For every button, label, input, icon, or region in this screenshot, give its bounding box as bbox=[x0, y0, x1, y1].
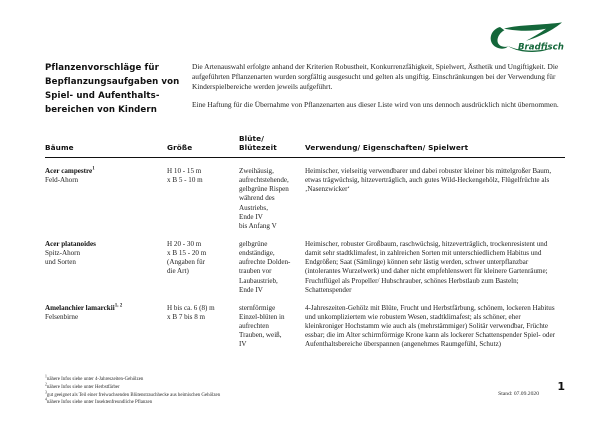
cell-size: H 10 - 15 m x B 5 - 10 m bbox=[167, 167, 203, 185]
footnote-number: 2 bbox=[45, 382, 47, 387]
scientific-name: Amelanchier lamarckii bbox=[45, 303, 115, 312]
scientific-name: Acer platanoides bbox=[45, 239, 96, 248]
intro-paragraph-1: Die Artenauswahl erfolgte anhand der Kriterien Robustheit, Konkurrenzfähigkeit, Spielwert, Ästhetik und Ungiftigkeit. Die aufgeführten Pflanzenarten wurden sorgfältig ausgesucht und gelten als ungiftig. Einschränkungen bei der Verwendung für Kinderspielbereiche werden jeweils aufgeführt. bbox=[192, 62, 559, 91]
footnote-number: 3 bbox=[45, 389, 47, 394]
column-header-size: Größe bbox=[167, 134, 239, 158]
footnote-number: 1 bbox=[45, 374, 47, 379]
document-footer bbox=[45, 376, 565, 407]
footnote-item bbox=[45, 399, 345, 407]
table-row bbox=[45, 231, 565, 295]
cell-bloom: sternförmige Einzel-blüten in aufrechten Trauben, weiß, IV bbox=[239, 303, 285, 349]
plant-table-container bbox=[45, 134, 565, 350]
table-body bbox=[45, 158, 565, 350]
footnote-item bbox=[45, 384, 345, 392]
cell-size: H bis ca. 6 (8) m x B 7 bis 8 m bbox=[167, 303, 215, 321]
footnote-marker: 1, 2 bbox=[114, 303, 123, 309]
cell-plant-name bbox=[45, 158, 167, 231]
leaf-swoosh-icon bbox=[486, 20, 578, 60]
page-number: 1 bbox=[557, 380, 565, 393]
cell-use: Heimischer, vielseitig verwendbarer und dabei robuster kleiner bis mittelgroßer Baum, etwas trägwüchsig, hitzeverträglich, auch gutes Wild-Heckengehölz, Flügelfrüchte als ‚Nasenzwicker‘ bbox=[305, 167, 552, 194]
footnote-item bbox=[45, 389, 345, 400]
footnote-marker: 1 bbox=[92, 166, 95, 172]
document-header bbox=[45, 62, 565, 118]
plant-table bbox=[45, 134, 565, 350]
intro-text bbox=[187, 62, 565, 109]
intro-paragraph-2: Eine Haftung für die Übernahme von Pflanzenarten aus dieser Liste wird von uns dennoch ausdrücklich nicht übernommen. bbox=[192, 99, 559, 109]
footnote-number: 4 bbox=[45, 397, 47, 402]
common-name: Felsenbirne bbox=[45, 312, 79, 321]
footnote-text: gut geeignet als Teil einer freiwachsenden Blütenstrauchhecke aus heimischen Gehölzen bbox=[46, 392, 221, 398]
footnote-text: nähere Infos siehe unter Herbstfärber bbox=[46, 384, 120, 390]
page-title-line: Spiel- und Aufenthalts- bbox=[45, 90, 160, 101]
column-header-bloom: Blüte/ Blütezeit bbox=[239, 134, 305, 158]
page-title-line: bereichen von Kindern bbox=[45, 104, 157, 115]
footnote-list bbox=[45, 376, 345, 407]
cell-use: 4-Jahreszeiten-Gehölz mit Blüte, Frucht und Herbstfärbung, schönem, lockeren Habitus und unkompliziertem wie robustem Wesen, stadtklimafest; als schöner, eher kleinkroniger Hochstamm wie auch als (mehrstämmiger) Solitär verwendbar, Früchte essbar; die im Alter schirmförmige Krone kann als lockerer Schattenspender Spiel- oder Aufenthaltsbereiche überspannen (angenehmes Raumgefühl, Schutz) bbox=[305, 303, 555, 349]
table-row bbox=[45, 295, 565, 350]
page-title bbox=[45, 62, 187, 118]
column-header-name: Bäume bbox=[45, 134, 167, 158]
revision-date: Stand: 07.09.2020 bbox=[498, 391, 539, 397]
company-logo bbox=[486, 20, 578, 60]
footnote-text: nähere Infos siehe unter Insektenfreundliche Pflanzen bbox=[46, 400, 153, 406]
cell-size: H 20 - 30 m x B 15 - 20 m (Angaben für die Art) bbox=[167, 239, 207, 276]
cell-bloom: Zweihäusig, aufrechtstehende, gelbgrüne Rispen während des Austriebs, Ende IV bis Anfang V bbox=[239, 167, 289, 230]
logo-wordmark: Bradfisch bbox=[518, 42, 564, 53]
table-header-row bbox=[45, 134, 565, 158]
cell-plant-name bbox=[45, 231, 167, 295]
cell-plant-name bbox=[45, 295, 167, 350]
cell-bloom: gelbgrüne endständige, aufrechte Dolden- trauben vor Laubaustrieb, Ende IV bbox=[239, 239, 291, 294]
page-title-line: Bepflanzungsaufgaben von bbox=[45, 76, 180, 87]
footnote-text: nähere Infos siehe unter 4-Jahreszeiten-Gehölzen bbox=[46, 377, 144, 382]
table-row bbox=[45, 158, 565, 231]
page-title-line: Pflanzenvorschläge für bbox=[45, 63, 159, 73]
common-name: Feld-Ahorn bbox=[45, 176, 79, 185]
column-header-use: Verwendung/ Eigenschaften/ Spielwert bbox=[305, 134, 565, 158]
cell-use: Heimischer, robuster Großbaum, raschwüchsig, hitzeverträglich, trockenresistent und damit sehr stadtklimafest, in zahlreichen Sorten mit unterschiedlichem Habitus und Endgrößen; Saat (Sämlinge) können sehr lästig werden, schwer unterpflanzbar (intolerantes Wurzelwerk) und daher nicht empfehlenswert für kleinere Gartenräume; Fruchtflügel als Propeller/ Hubschrauber, schönes Herbstlaub zum Basteln; Schattenspender bbox=[305, 239, 548, 294]
common-name: Spitz-Ahorn und Sorten bbox=[45, 249, 81, 267]
scientific-name: Acer campestre bbox=[45, 167, 93, 175]
